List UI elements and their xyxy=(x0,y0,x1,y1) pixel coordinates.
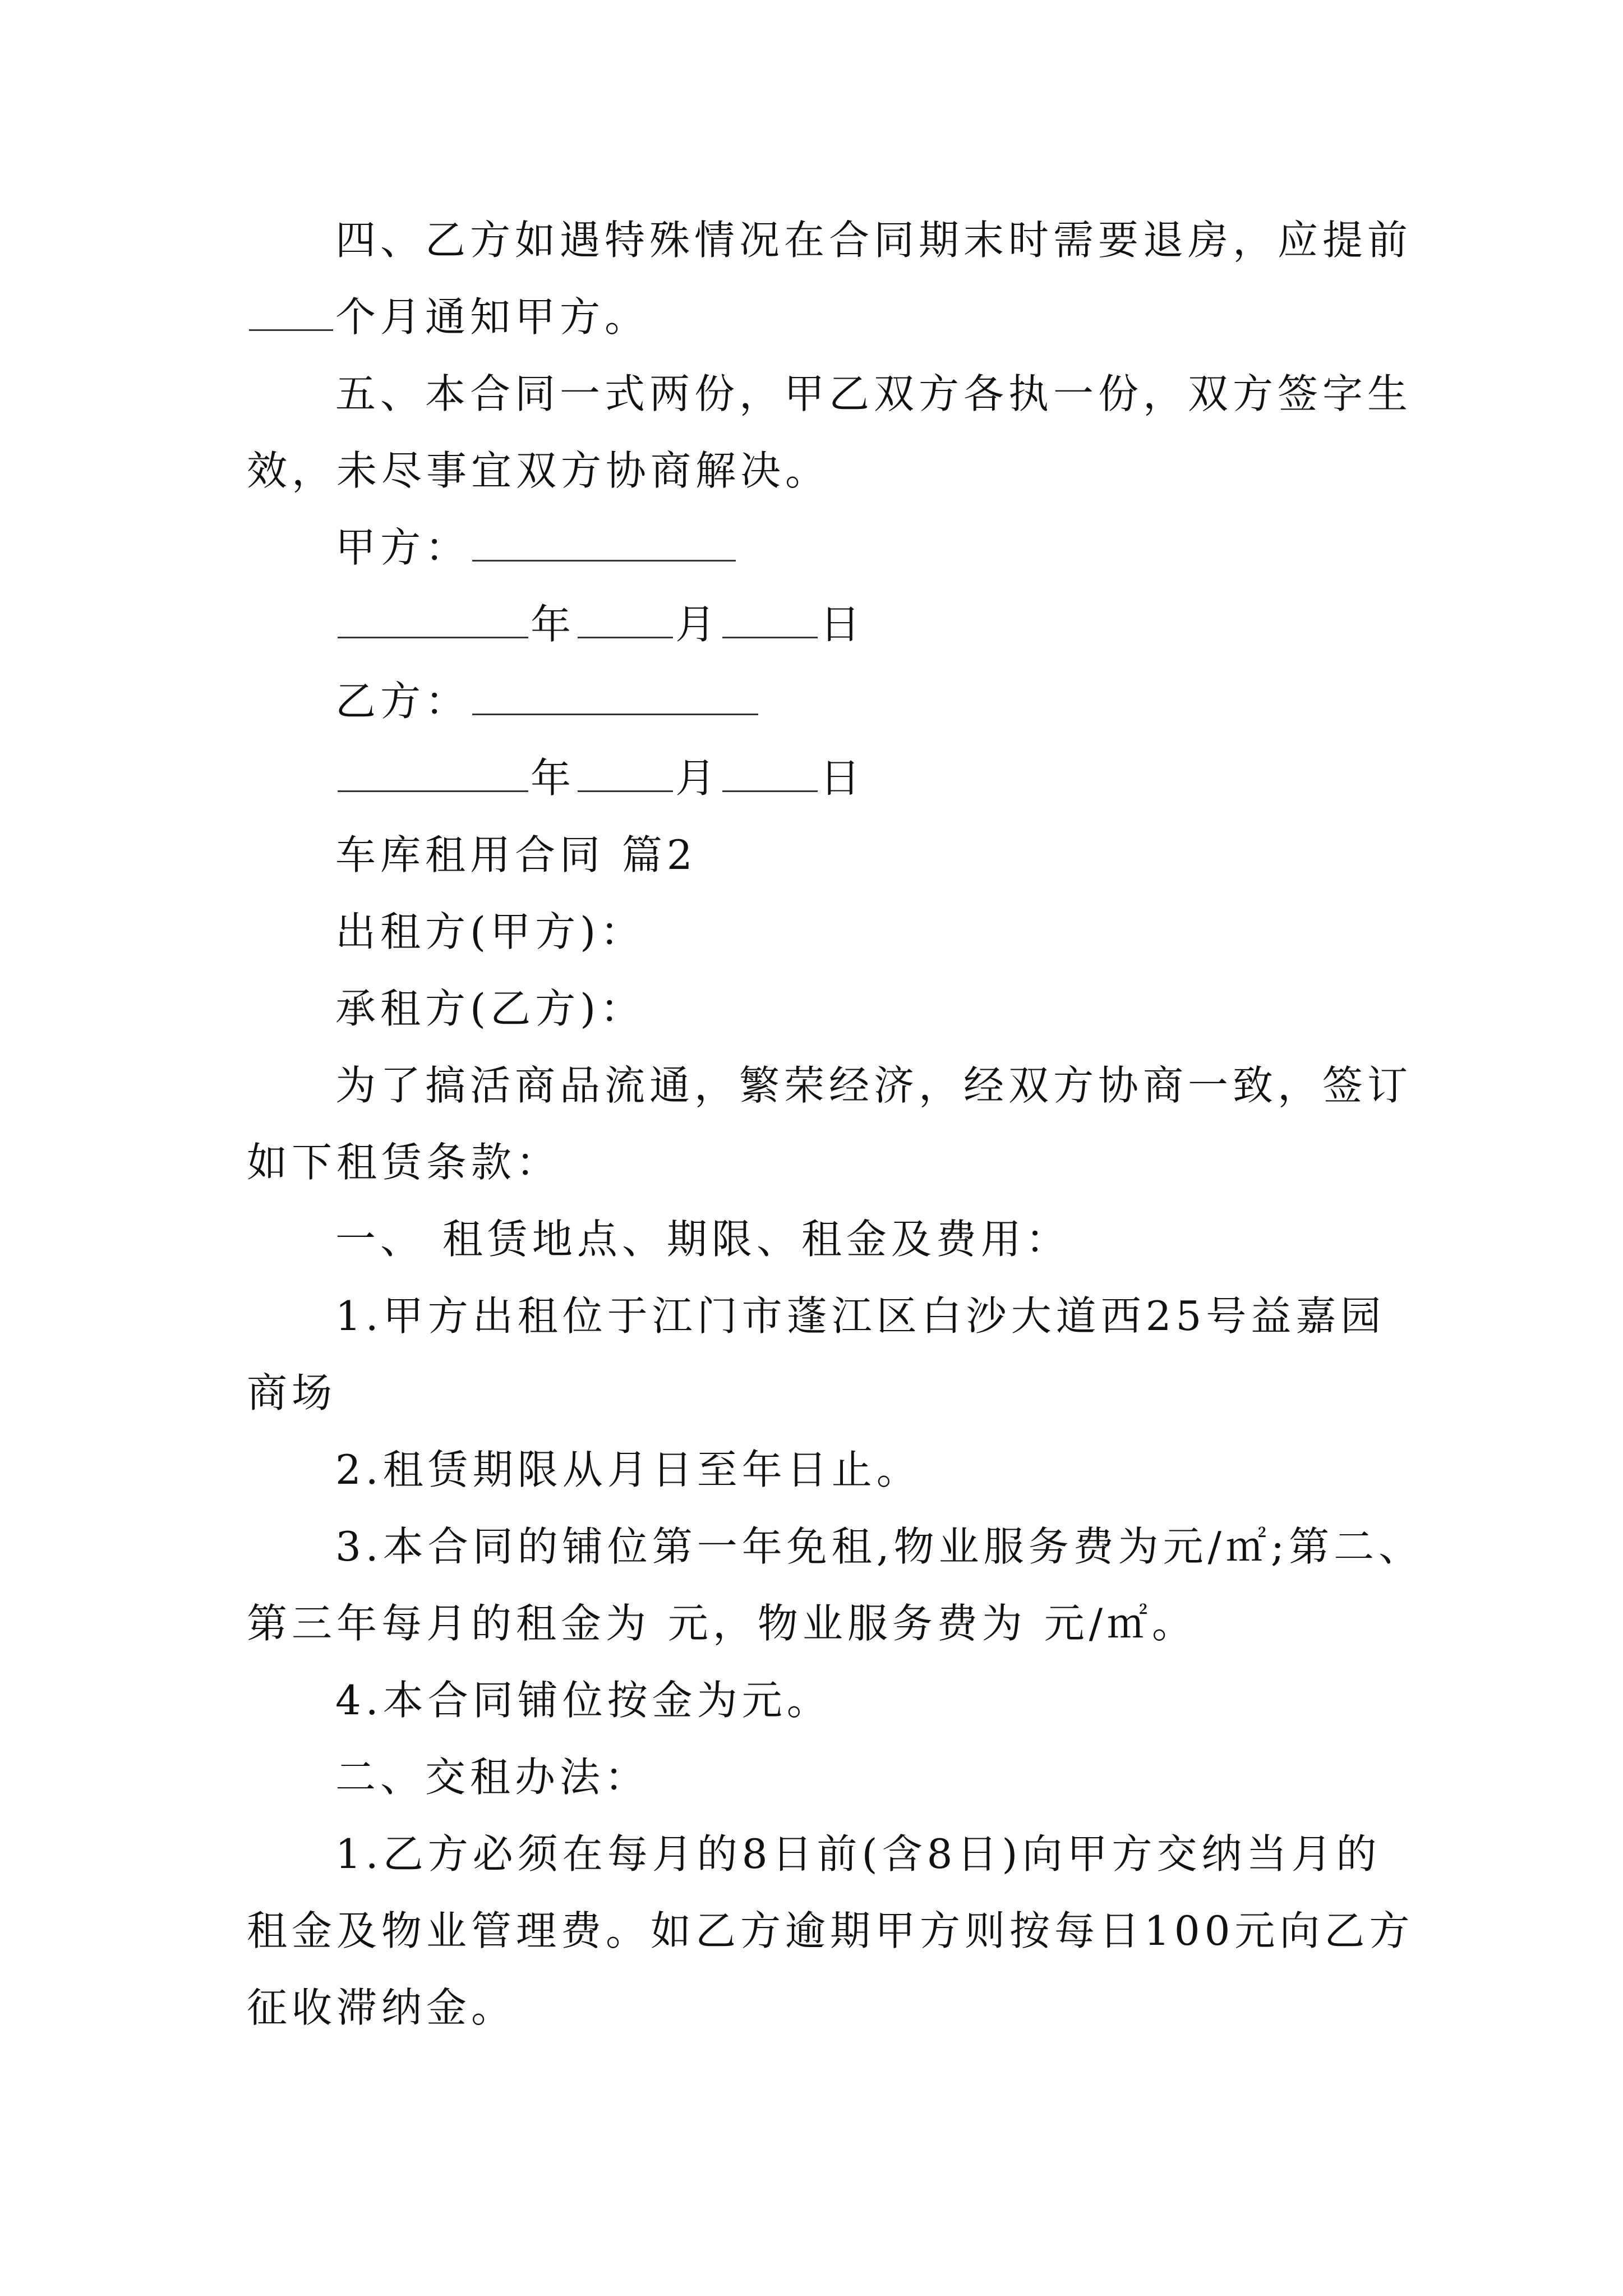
article-1-heading xyxy=(247,1201,1391,1278)
text: 个月通知甲方。 xyxy=(335,293,650,341)
text: 二、交租办法： xyxy=(335,1754,650,1801)
signature-blank xyxy=(472,525,736,562)
text: 为了搞活商品流通，繁荣经济，经双方协商一致，签订 xyxy=(335,1062,1413,1109)
clause-5-line-1 xyxy=(247,356,1413,432)
text: 效，未尽事宜双方协商解决。 xyxy=(247,447,831,494)
text: 2.租赁期限从月日至年日止。 xyxy=(335,1446,921,1493)
text: 五、本合同一式两份，甲乙双方各执一份，双方签字生 xyxy=(335,370,1413,417)
day-blank xyxy=(722,756,818,792)
year-blank xyxy=(338,756,528,792)
blank-field xyxy=(249,295,333,331)
month-label: 月 xyxy=(675,601,721,648)
year-label: 年 xyxy=(531,754,576,802)
article-2-heading xyxy=(247,1739,1391,1816)
day-label: 日 xyxy=(820,754,865,802)
text: 如下租赁条款： xyxy=(247,1139,561,1186)
year-label: 年 xyxy=(531,601,576,648)
section-title xyxy=(247,817,1391,894)
party-a-label: 甲方： xyxy=(335,524,471,571)
lessor-line xyxy=(247,894,1391,970)
clause-5-line-2 xyxy=(247,432,1391,509)
month-label: 月 xyxy=(675,754,721,802)
text: 一、 租赁地点、期限、租金及费用： xyxy=(335,1216,1071,1263)
item-1-3-line-1 xyxy=(247,1508,1424,1585)
party-b-signature xyxy=(247,663,1391,740)
text: 3.本合同的铺位第一年免租,物业服务费为元/㎡;第二、 xyxy=(335,1523,1424,1570)
month-blank xyxy=(578,756,673,792)
text: 车库租用合同 篇2 xyxy=(335,831,697,878)
day-blank xyxy=(722,602,818,638)
month-blank xyxy=(578,602,673,638)
text: 商场 xyxy=(247,1369,337,1416)
text: 征收滞纳金。 xyxy=(247,1984,517,2031)
party-b-date xyxy=(247,740,1391,817)
item-1-4 xyxy=(247,1662,1391,1739)
text: 出租方(甲方)： xyxy=(335,908,645,955)
lessee-line xyxy=(247,970,1391,1047)
item-2-1-line-1 xyxy=(247,1816,1391,1893)
day-label: 日 xyxy=(820,601,865,648)
text: 租金及物业管理费。如乙方逾期甲方则按每日100元向乙方 xyxy=(247,1907,1414,1954)
preamble-line-2 xyxy=(247,1124,1391,1201)
party-a-date xyxy=(247,586,1391,663)
text: 4.本合同铺位按金为元。 xyxy=(335,1677,832,1724)
document-body xyxy=(247,202,1424,2046)
party-b-label: 乙方： xyxy=(335,678,471,725)
item-1-2 xyxy=(247,1432,1391,1508)
text: 1.乙方必须在每月的8日前(含8日)向甲方交纳当月的 xyxy=(335,1830,1381,1878)
clause-4-line-1 xyxy=(247,202,1413,279)
item-1-1-line-2 xyxy=(247,1355,1391,1432)
item-2-1-line-3 xyxy=(247,1970,1391,2046)
clause-4-line-2 xyxy=(247,279,1391,356)
preamble-line-1 xyxy=(247,1047,1413,1124)
text: 第三年每月的租金为 元，物业服务费为 元/㎡。 xyxy=(247,1600,1197,1647)
text: 1.甲方出租位于江门市蓬江区白沙大道西25号益嘉园 xyxy=(335,1292,1386,1340)
item-1-3-line-2 xyxy=(247,1585,1391,1662)
text: 四、乙方如遇特殊情况在合同期末时需要退房，应提前 xyxy=(335,217,1413,264)
party-a-signature xyxy=(247,509,1391,586)
item-1-1-line-1 xyxy=(247,1278,1391,1355)
signature-blank xyxy=(472,679,758,715)
year-blank xyxy=(338,602,528,638)
item-2-1-line-2 xyxy=(247,1893,1414,1970)
text: 承租方(乙方)： xyxy=(335,985,645,1032)
